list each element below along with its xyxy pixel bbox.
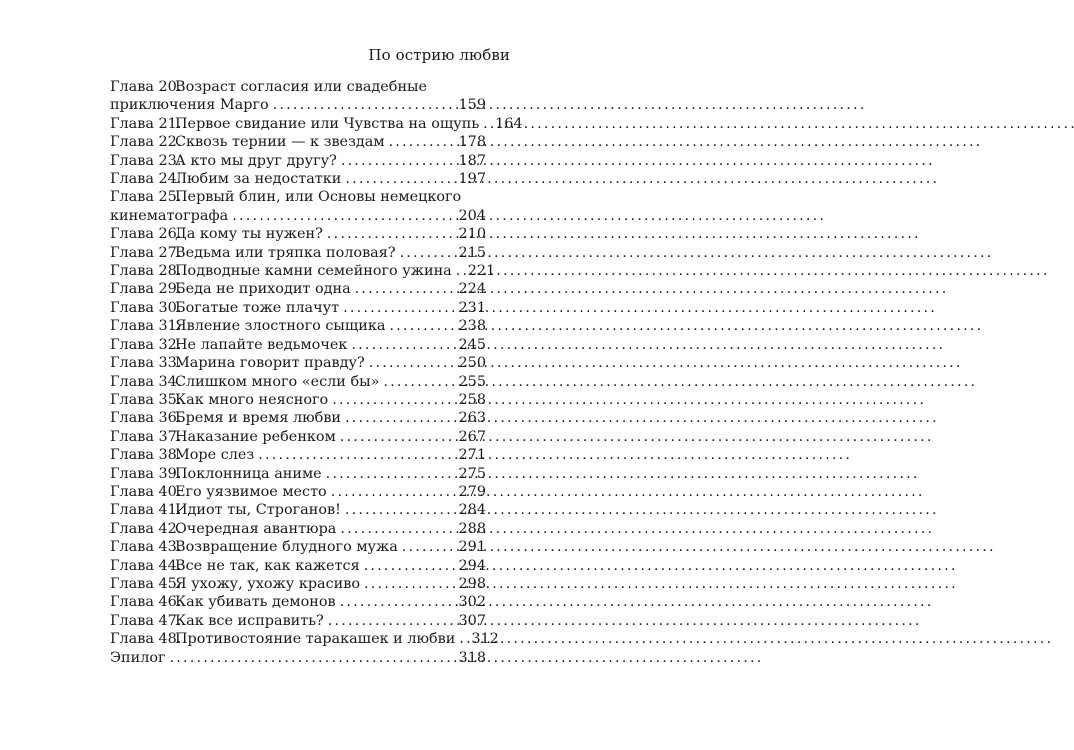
page-number: 294 — [458, 557, 486, 574]
chapter-title: Его уязвимое место — [175, 483, 327, 500]
dot-leader — [402, 538, 455, 556]
chapter-title-continuation: кинематографа — [110, 207, 229, 224]
chapter-title: Бремя и время любви — [175, 410, 342, 427]
chapter-label: Глава 34. — [110, 373, 182, 390]
chapter-title: Как убивать демонов — [175, 594, 336, 611]
page-number: 215 — [458, 244, 486, 261]
toc-entry-line — [110, 373, 486, 391]
chapter-label: Глава 40. — [110, 483, 182, 500]
page-number: 275 — [458, 465, 486, 482]
chapter-title: Очередная авантюра — [175, 520, 337, 537]
chapter-title: Идиот ты, Строганов! — [175, 502, 341, 519]
toc-entry — [110, 520, 486, 538]
dot-leader — [459, 630, 467, 648]
chapter-title: Марина говорит правду? — [175, 355, 365, 372]
dot-leader — [400, 244, 455, 262]
dot-leader — [327, 225, 455, 243]
chapter-title: А кто мы друг другу? — [175, 152, 337, 169]
dot-leader — [258, 446, 454, 464]
toc-entry — [110, 465, 486, 483]
dot-leader — [232, 207, 454, 225]
page-number: 302 — [458, 594, 486, 611]
toc-entry — [110, 501, 486, 519]
page-number: 197 — [458, 171, 486, 188]
toc-entry — [110, 354, 486, 372]
toc-entry-line — [110, 133, 486, 151]
dot-leader — [483, 115, 491, 133]
toc-entry-line — [110, 354, 486, 372]
running-header: По острию любви — [368, 46, 510, 64]
toc-entry — [110, 575, 486, 593]
page-number: 164 — [495, 115, 523, 132]
chapter-label: Глава 35. — [110, 391, 182, 408]
page-number: 307 — [458, 612, 486, 629]
chapter-label: Глава 48. — [110, 631, 182, 648]
toc-entry — [110, 409, 486, 427]
toc-entry — [110, 152, 486, 170]
toc-entry — [110, 538, 486, 556]
toc-entry — [110, 188, 486, 225]
dot-leader — [364, 575, 455, 593]
page-number: 279 — [458, 483, 486, 500]
chapter-title: Подводные камни семейного ужина — [175, 263, 452, 280]
toc-entry — [110, 428, 486, 446]
toc-entry-line — [110, 630, 499, 648]
toc-entry-line — [110, 446, 486, 464]
chapter-label: Глава 47. — [110, 612, 182, 629]
chapter-label: Глава 44. — [110, 557, 182, 574]
toc-entry — [110, 557, 486, 575]
toc-entry — [110, 78, 486, 115]
toc-entry — [110, 299, 486, 317]
toc-entry — [110, 612, 486, 630]
page-number: 312 — [471, 631, 499, 648]
toc-entry-line — [110, 501, 486, 519]
chapter-title: Как много неясного — [175, 391, 329, 408]
toc-entry-line — [110, 520, 486, 538]
dot-leader — [340, 428, 455, 446]
chapter-title: Слишком много «если бы» — [175, 373, 380, 390]
page-number: 245 — [458, 336, 486, 353]
toc-entry-line — [110, 557, 486, 575]
page-number: 178 — [458, 134, 486, 151]
toc-entry — [110, 317, 486, 335]
page-number: 187 — [458, 152, 486, 169]
toc-entry — [110, 446, 486, 464]
page-number: 238 — [458, 318, 486, 335]
toc-entry — [110, 593, 486, 611]
page-number: 231 — [458, 299, 486, 316]
chapter-title: Я ухожу, ухожу красиво — [175, 575, 361, 592]
dot-leader — [389, 133, 455, 151]
toc-entry — [110, 630, 499, 648]
toc-entry-line — [110, 465, 486, 483]
dot-leader — [345, 170, 454, 188]
dot-leader — [326, 465, 455, 483]
page-number: 159 — [458, 97, 486, 114]
toc-entry — [110, 336, 486, 354]
toc-entry-line — [110, 575, 486, 593]
chapter-label: Глава 41. — [110, 502, 182, 519]
chapter-label: Глава 24. — [110, 171, 182, 188]
page-number: 221 — [467, 263, 496, 280]
toc-entry-line — [110, 409, 486, 427]
chapter-title: Беда не приходит одна — [175, 281, 351, 298]
chapter-label: Эпилог — [110, 649, 166, 666]
toc-entry — [110, 391, 486, 409]
toc-entry — [110, 262, 496, 280]
page-number: 250 — [458, 355, 486, 372]
page-number: 318 — [458, 649, 486, 666]
chapter-title: Возраст согласия или свадебные — [175, 79, 428, 95]
page-number: 224 — [458, 281, 486, 298]
toc-entry — [110, 170, 486, 188]
toc-entry-line — [110, 391, 486, 409]
dot-leader — [456, 262, 464, 280]
toc-entry-line — [110, 336, 486, 354]
toc-entry — [110, 115, 523, 133]
chapter-title: Явление злостного сыщика — [175, 318, 386, 335]
chapter-label: Глава 21. — [110, 115, 182, 132]
chapter-label: Глава 33. — [110, 355, 182, 372]
chapter-title: Да кому ты нужен? — [175, 226, 323, 243]
chapter-label: Глава 39. — [110, 465, 182, 482]
toc-entry-continuation — [110, 96, 486, 114]
dot-leader — [389, 317, 454, 335]
page-number: 204 — [458, 207, 486, 224]
page-number: 271 — [458, 447, 486, 464]
chapter-title: Возвращение блудного мужа — [175, 539, 398, 556]
dot-leader — [343, 299, 454, 317]
toc-entry-line — [110, 280, 486, 298]
chapter-title: Первый блин, или Основы немецкого — [175, 189, 462, 206]
dot-leader — [351, 336, 454, 354]
toc-entry-line — [110, 152, 486, 170]
page-number: 258 — [458, 391, 486, 408]
chapter-label: Глава 20. — [110, 79, 182, 95]
toc-entry — [110, 649, 486, 667]
chapter-label: Глава 38. — [110, 447, 182, 464]
chapter-title: Море слез — [175, 447, 255, 464]
chapter-label: Глава 32. — [110, 336, 182, 353]
toc-entry-line — [110, 299, 486, 317]
chapter-label: Глава 31. — [110, 318, 182, 335]
chapter-label: Глава 25. — [110, 189, 182, 206]
chapter-label: Глава 45. — [110, 575, 182, 592]
chapter-label: Глава 22. — [110, 134, 182, 151]
dot-leader — [332, 391, 454, 409]
chapter-title: Как все исправить? — [175, 612, 324, 629]
page-number: 298 — [458, 575, 486, 592]
toc-entry-first-line — [110, 78, 486, 96]
chapter-label: Глава 43. — [110, 539, 182, 556]
chapter-title: Сквозь тернии — к звездам — [175, 134, 385, 151]
dot-leader — [345, 501, 455, 519]
chapter-label: Глава 23. — [110, 152, 182, 169]
chapter-title: Ведьма или тряпка половая? — [175, 244, 396, 261]
dot-leader — [340, 520, 454, 538]
toc-entry-line — [110, 649, 486, 667]
dot-leader — [369, 354, 455, 372]
page-number: 288 — [458, 520, 486, 537]
toc-entry-line — [110, 428, 486, 446]
dot-leader — [345, 409, 455, 427]
dot-leader — [364, 557, 455, 575]
toc-entry — [110, 373, 486, 391]
dot-leader — [340, 593, 455, 611]
toc-entry-line — [110, 538, 486, 556]
chapter-label: Глава 36. — [110, 410, 182, 427]
chapter-title-continuation: приключения Марго — [110, 97, 269, 114]
chapter-label: Глава 42. — [110, 520, 182, 537]
toc-entry — [110, 133, 486, 151]
toc-entry — [110, 244, 486, 262]
chapter-title: Поклонница аниме — [175, 465, 322, 482]
dot-leader — [170, 649, 455, 667]
toc-entry-line — [110, 612, 486, 630]
dot-leader — [273, 96, 455, 114]
table-of-contents — [110, 78, 523, 667]
page-number: 291 — [458, 539, 486, 556]
toc-entry-line — [110, 593, 486, 611]
chapter-title: Наказание ребенком — [175, 428, 336, 445]
toc-entry-first-line — [110, 188, 486, 206]
chapter-label: Глава 26. — [110, 226, 182, 243]
toc-entry-line — [110, 262, 496, 280]
toc-entry-line — [110, 115, 523, 133]
chapter-label: Глава 28. — [110, 263, 182, 280]
dot-leader — [328, 612, 455, 630]
chapter-label: Глава 30. — [110, 299, 182, 316]
chapter-label: Глава 46. — [110, 594, 182, 611]
chapter-title: Любим за недостатки — [175, 171, 342, 188]
chapter-title: Все не так, как кажется — [175, 557, 360, 574]
chapter-title: Первое свидание или Чувства на ощупь — [175, 115, 480, 132]
toc-entry-line — [110, 483, 486, 501]
toc-entry — [110, 225, 486, 243]
dot-leader — [355, 280, 455, 298]
page-number: 255 — [458, 373, 486, 390]
dot-leader — [341, 152, 455, 170]
page-number: 267 — [458, 428, 486, 445]
toc-entry-line — [110, 170, 486, 188]
chapter-label: Глава 29. — [110, 281, 182, 298]
dot-leader — [331, 483, 455, 501]
chapter-label: Глава 37. — [110, 428, 182, 445]
chapter-title: Противостояние таракашек и любви — [175, 631, 456, 648]
page-number: 284 — [458, 502, 486, 519]
toc-entry — [110, 483, 486, 501]
page-number: 210 — [458, 226, 486, 243]
dot-leader — [383, 373, 454, 391]
toc-entry-line — [110, 225, 486, 243]
toc-entry-continuation — [110, 207, 486, 225]
chapter-title: Не лапайте ведьмочек — [175, 336, 348, 353]
toc-entry-line — [110, 317, 486, 335]
toc-entry-line — [110, 244, 486, 262]
chapter-label: Глава 27. — [110, 244, 182, 261]
chapter-title: Богатые тоже плачут — [175, 299, 340, 316]
page-number: 263 — [458, 410, 486, 427]
toc-entry — [110, 280, 486, 298]
